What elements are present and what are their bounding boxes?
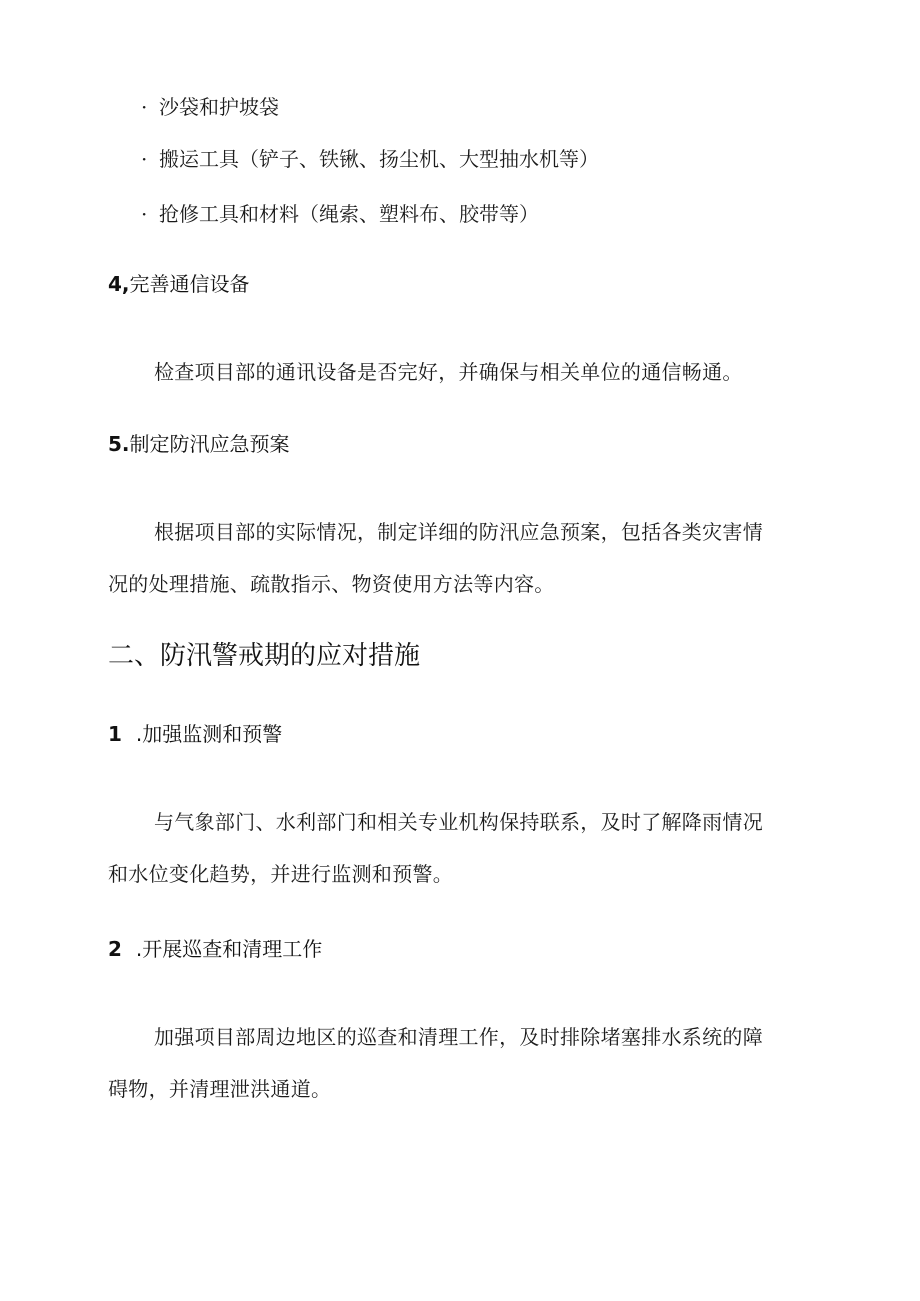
bullet-item <box>141 202 539 226</box>
bullet-mark: · <box>141 147 148 171</box>
bullet-mark: · <box>141 95 148 119</box>
bullet-mark: · <box>141 202 148 226</box>
paragraph-2-1 <box>108 796 808 900</box>
heading-number: 1 <box>108 722 122 746</box>
section-title-2: 二、防汛警戒期的应对措施 <box>108 641 421 671</box>
paragraph-5 <box>108 506 808 610</box>
paragraph-line: 碍物，并清理泄洪通道。 <box>108 1077 332 1101</box>
heading-text: 完善通信设备 <box>129 272 250 296</box>
heading-2-1 <box>108 722 282 746</box>
heading-number: 5. <box>108 432 130 456</box>
heading-4 <box>108 272 250 296</box>
heading-number: 2 <box>108 937 122 961</box>
paragraph-line: 加强项目部周边地区的巡查和清理工作，及时排除堵塞排水系统的障 <box>154 1025 763 1049</box>
paragraph-line: 根据项目部的实际情况，制定详细的防汛应急预案，包括各类灾害情 <box>154 520 763 544</box>
bullet-text: 抢修工具和材料（绳索、塑料布、胶带等） <box>159 202 539 226</box>
paragraph-4 <box>108 346 808 398</box>
paragraph-line: 况的处理措施、疏散指示、物资使用方法等内容。 <box>108 572 555 596</box>
bullet-item <box>141 147 599 171</box>
heading-5 <box>108 432 290 456</box>
paragraph-line: 与气象部门、水利部门和相关专业机构保持联系，及时了解降雨情况 <box>154 810 763 834</box>
heading-text: .加强监测和预警 <box>135 722 283 746</box>
paragraph-line: 检查项目部的通讯设备是否完好，并确保与相关单位的通信畅通。 <box>154 360 743 384</box>
bullet-text: 沙袋和护坡袋 <box>159 95 279 119</box>
paragraph-line: 和水位变化趋势，并进行监测和预警。 <box>108 862 454 886</box>
bullet-text: 搬运工具（铲子、铁锹、扬尘机、大型抽水机等） <box>159 147 599 171</box>
heading-2-2 <box>108 937 322 961</box>
heading-number: 4, <box>108 272 130 296</box>
heading-text: 制定防汛应急预案 <box>129 432 290 456</box>
heading-text: .开展巡查和清理工作 <box>135 937 323 961</box>
paragraph-2-2 <box>108 1011 808 1115</box>
bullet-item <box>141 95 279 119</box>
